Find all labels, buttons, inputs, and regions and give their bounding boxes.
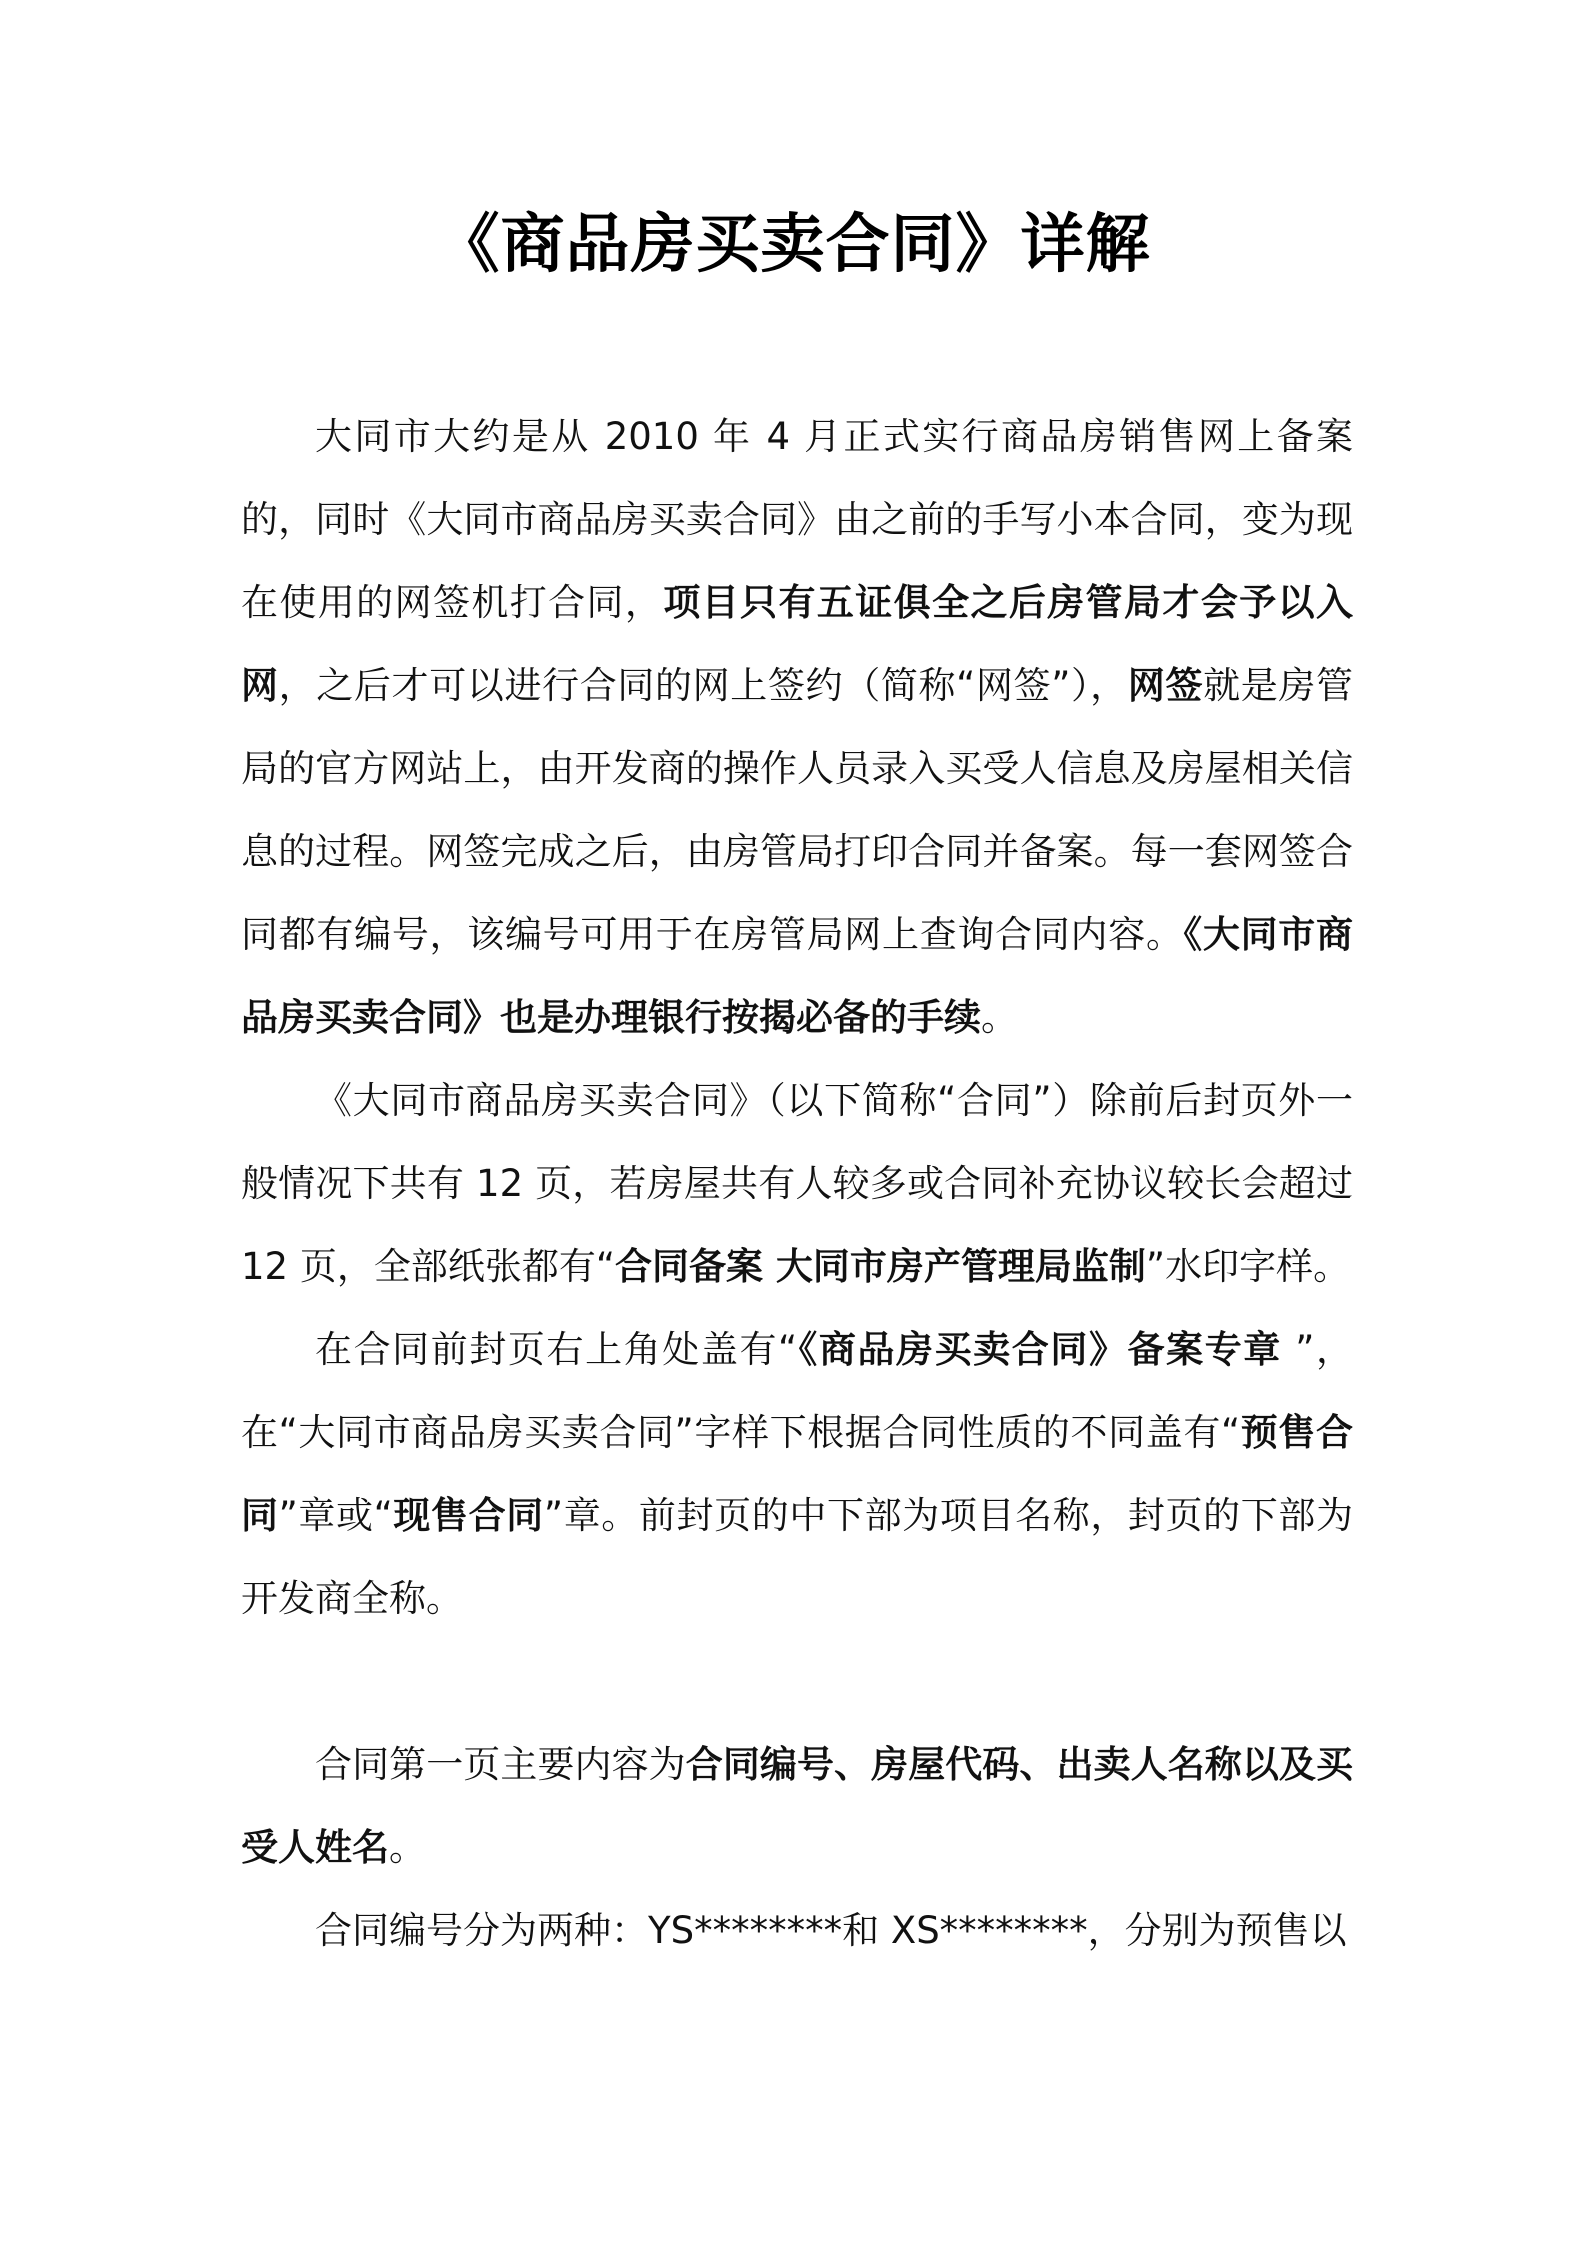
text-segment: ”水印字样。 [1145,1245,1351,1288]
bold-text-segment: 网签 [1127,664,1204,707]
text-segment: 。 [981,996,1018,1039]
paragraph [241,1059,1353,1308]
text-segment: ，之后才可以进行合同的网上签约（简称“网签”）， [278,664,1128,707]
bold-text-segment: 现售合同 [392,1494,544,1537]
bold-text-segment: 预售合同 [241,1411,1353,1537]
bold-text-segment: 项目只有五证俱全之后房管局才会予以入网 [241,581,1354,707]
text-segment: 《大同市商品房买卖合同》（以下简称“合同”）除前后封页外一般情况下共有 12 页，若房屋共有人较多或合同补充协议较长会超过 12 页，全部纸张都有“ [241,1079,1353,1288]
text-segment: ”，在“大同市商品房买卖合同”字样下根据合同性质的不同盖有“ [241,1328,1354,1454]
text-segment: 合同第一页主要内容为 [315,1743,686,1786]
text-segment: 合同编号分为两种：YS********和 XS********，分别为预售以 [315,1909,1347,1952]
text-segment: 就是房管局的官方网站上，由开发商的操作人员录入买受人信息及房屋相关信息的过程。网签完成之后，由房管局打印合同并备案。每一套网签合同都有编号，该编号可用于在房管局网上查询合同内容。 [241,664,1354,956]
bold-text-segment: 《大同市商品房买卖合同》也是办理银行按揭必备的手续 [241,913,1353,1039]
paragraph [241,1889,1353,1972]
bold-text-segment: 合同备案 大同市房产管理局监制 [615,1245,1146,1288]
text-segment: ”章或“ [278,1494,393,1537]
text-segment: ”章。前封页的中下部为项目名称，封页的下部为开发商全称。 [241,1494,1354,1620]
text-segment: 大同市大约是从 2010 年 4 月正式实行商品房销售网上备案的，同时《大同市商品房买卖合同》由之前的手写小本合同，变为现在使用的网签机打合同， [241,415,1353,624]
text-segment: 。 [389,1826,426,1869]
bold-text-segment: 《商品房买卖合同》备案专章 [797,1328,1282,1371]
paragraph [241,395,1353,1059]
document-title: 《商品房买卖合同》详解 [435,208,1151,282]
bold-text-segment: 合同编号、房屋代码、出卖人名称以及买受人姓名 [241,1743,1354,1869]
document-body [241,395,1353,1972]
paragraph [241,1723,1353,1889]
paragraph [241,1308,1353,1640]
text-segment: 在合同前封页右上角处盖有“ [315,1328,798,1371]
